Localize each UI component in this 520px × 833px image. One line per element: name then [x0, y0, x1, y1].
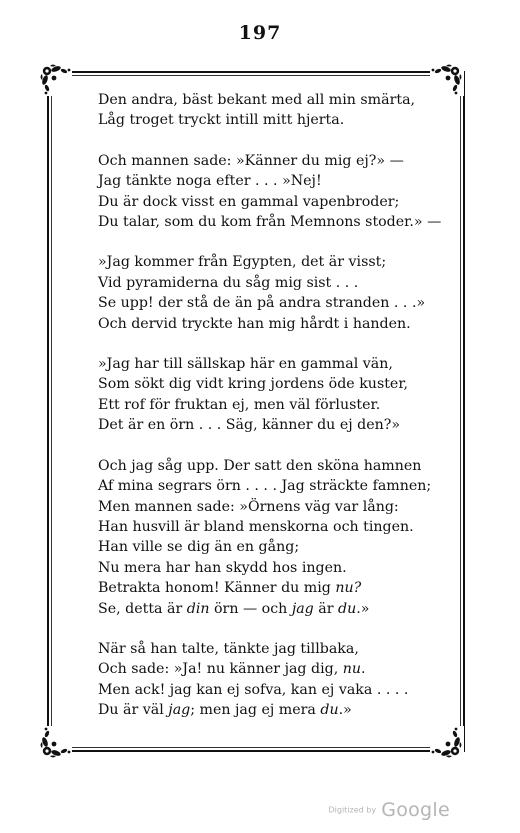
stanza: [98, 639, 438, 721]
stanza: [98, 456, 438, 619]
poem-line: Men mannen sade: »Örnens väg var lång:: [98, 498, 399, 515]
poem-line: Du är dock visst en gammal vapenbroder;: [98, 193, 400, 210]
italic-segment: du: [320, 702, 339, 719]
poem-line: Den andra, bäst bekant med all min smärta,: [98, 92, 416, 108]
text-segment: ; men jag ej mera: [190, 702, 321, 719]
poem-line: [98, 599, 438, 619]
stanza: [98, 90, 438, 131]
poem-line: »Jag har till sällskap här en gammal vän,: [98, 356, 393, 373]
poem-line: Som sökt dig vidt kring jordens öde kuster,: [98, 376, 409, 393]
italic-segment: din: [186, 600, 210, 617]
watermark-prefix: Digitized by: [328, 805, 377, 815]
poem-line: Han husvill är bland menskorna och tingen.: [98, 518, 414, 535]
text-segment: .»: [338, 702, 352, 719]
text-segment: .»: [356, 600, 370, 617]
poem-line: [98, 659, 438, 679]
google-watermark: [328, 799, 450, 821]
stanza: [98, 354, 438, 436]
text-segment: är: [313, 600, 339, 617]
poem-line: Ett rof för fruktan ej, men väl förluster.: [98, 396, 381, 413]
poem-line: »Jag kommer från Egypten, det är visst;: [98, 254, 387, 271]
google-logo: Google: [381, 799, 450, 821]
poem-line: [98, 700, 438, 720]
poem-line: Af mina segrars örn . . . . Jag sträckte famnen;: [98, 478, 432, 495]
text-segment: Du är väl: [98, 702, 169, 719]
floral-corner-icon: [38, 62, 72, 96]
poem-body: [98, 90, 442, 741]
italic-segment: nu: [342, 661, 362, 678]
poem-line: Låg troget tryckt intill mitt hjerta.: [98, 112, 345, 129]
poem-line: [98, 578, 438, 598]
italic-segment: nu?: [335, 580, 362, 597]
text-segment: .: [361, 661, 366, 678]
poem-line: Och mannen sade: »Känner du mig ej?» —: [98, 152, 404, 169]
poem-line: Vid pyramiderna du såg mig sist . . .: [98, 274, 359, 291]
poem-line: Och dervid tryckte han mig hårdt i handen.: [98, 315, 411, 332]
poem-line: Se upp! der stå de än på andra stranden . . .»: [98, 295, 426, 312]
poem-line: Nu mera har han skydd hos ingen.: [98, 559, 347, 576]
stanza: [98, 151, 442, 233]
poem-line: Men ack! jag kan ej sofva, kan ej vaka . . . .: [98, 681, 409, 698]
poem-line: När så han talte, tänkte jag tillbaka,: [98, 640, 359, 657]
italic-segment: jag: [291, 600, 314, 617]
poem-line: Du talar, som du kom från Memnons stoder.» —: [98, 214, 442, 231]
stanza: [98, 252, 438, 334]
text-segment: Betrakta honom! Känner du mig: [98, 580, 336, 597]
italic-segment: du: [338, 600, 357, 617]
poem-line: Jag tänkte noga efter . . . »Nej!: [98, 173, 322, 190]
poem-line: Det är en örn . . . Säg, känner du ej den?»: [98, 417, 401, 434]
poem-line: Han ville se dig än en gång;: [98, 539, 300, 556]
text-segment: örn — och: [209, 600, 292, 617]
poem-line: Och jag såg upp. Der satt den sköna hamnen: [98, 457, 422, 474]
italic-segment: jag: [168, 702, 191, 719]
page-number: 197: [238, 22, 282, 44]
floral-corner-icon: [38, 726, 72, 760]
text-segment: Se, detta är: [98, 600, 187, 617]
text-segment: Och sade: »Ja! nu känner jag dig,: [98, 661, 343, 678]
